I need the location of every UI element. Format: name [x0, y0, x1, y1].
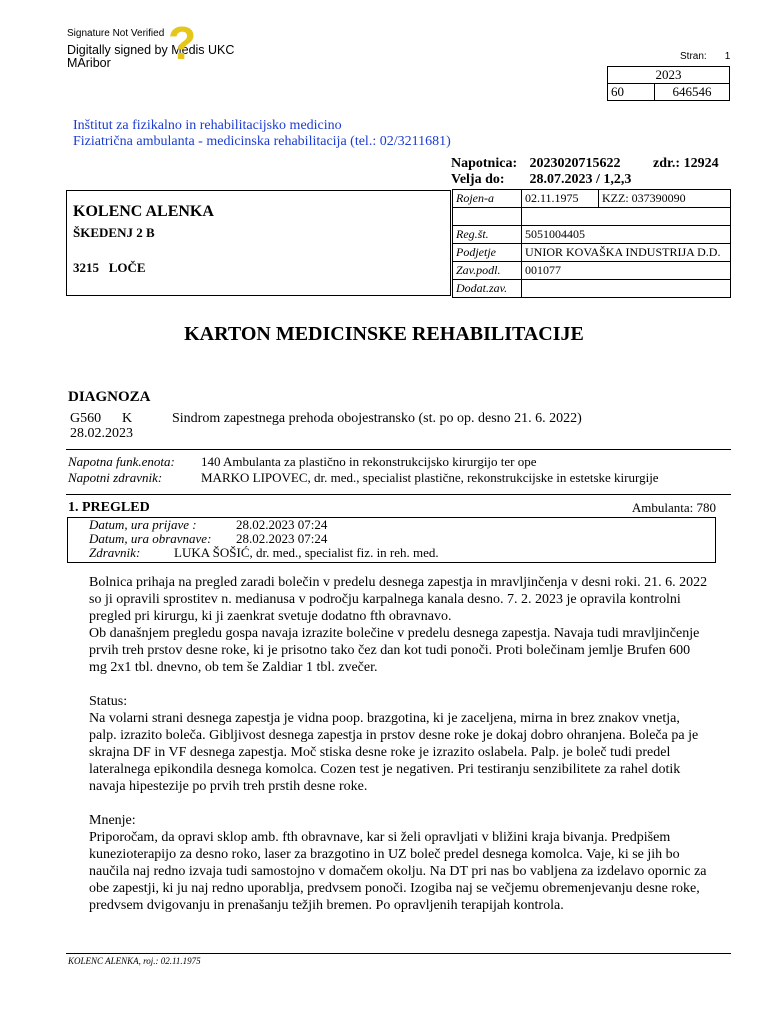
page-number	[680, 51, 730, 62]
patient-info-table	[452, 189, 731, 298]
divider	[66, 449, 731, 450]
page-label: Stran:	[680, 51, 707, 62]
exam-narrative	[89, 574, 709, 914]
ref-code-1: 60	[608, 84, 655, 101]
patient-street: ŠKEDENJ 2 B	[73, 225, 155, 240]
diagnosis-row	[70, 411, 582, 441]
signature-status: Signature Not Verified	[67, 28, 165, 39]
institute-header	[73, 118, 451, 150]
diagnosis-date: 28.02.2023	[70, 426, 133, 441]
diagnosis-heading: DIAGNOZA	[68, 389, 151, 405]
napotnica-label: Napotnica:	[451, 156, 518, 171]
diagnosis-code: G560	[70, 411, 102, 426]
narrative-history: Bolnica prihaja na pregled zaradi bolečin v predelu desnega zapestja in mravljinčenja v desni roki. 21. 6. 2022 so ji opravili sprostitev n. medianusa v področju karpalnega kanala desno. 7. 2. 2023 je opravila kontrolni pregled pri kirurgu, ki ji zaenkrat svetuje dodatno fth obravnavo.	[89, 575, 708, 624]
prijave-label: Datum, ura prijave :	[89, 517, 197, 532]
status-label: Status:	[89, 694, 128, 709]
napotnica-value: 2023020715622	[529, 156, 621, 171]
kzz-value: KZZ: 037390090	[599, 190, 731, 208]
diagnosis-text: Sindrom zapestnega prehoda obojestransko (st. po op. desno 21. 6. 2022)	[172, 411, 582, 426]
referral-block	[451, 156, 719, 188]
reference-box	[607, 66, 730, 101]
institute-name: Inštitut za fizikalno in rehabilitacijsko medicino	[73, 118, 342, 133]
ref-year: 2023	[608, 67, 730, 84]
referring-doctor-value: MARKO LIPOVEC, dr. med., specialist plastične, rekonstrukcijske in estetske kirurgije	[201, 470, 659, 485]
question-mark-icon: ?	[168, 17, 197, 69]
zdr-label: zdr.:	[653, 156, 681, 171]
divider	[66, 494, 731, 495]
zdravnik-value: LUKA ŠOŠIĆ, dr. med., specialist fiz. in reh. med.	[174, 545, 439, 560]
podjetje-label: Podjetje	[453, 244, 522, 262]
patient-name: KOLENC ALENKA	[73, 203, 214, 220]
mnenje-label: Mnenje:	[89, 813, 136, 828]
exam-ambulanta: Ambulanta: 780	[631, 500, 716, 515]
prijave-value: 28.02.2023 07:24	[236, 517, 328, 532]
dodat-label: Dodat.zav.	[453, 280, 522, 298]
zavpodl-value: 001077	[522, 262, 731, 280]
obravnave-label: Datum, ura obravnave:	[89, 531, 212, 546]
footer-divider	[66, 953, 731, 954]
signature-line-2: MAribor	[67, 56, 111, 70]
referring-block	[68, 454, 659, 486]
zdr-value: 12924	[683, 156, 719, 171]
page-value: 1	[724, 51, 731, 62]
institute-department: Fiziatrična ambulanta - medicinska rehabilitacija (tel.: 02/3211681)	[73, 134, 451, 149]
zavpodl-label: Zav.podl.	[453, 262, 522, 280]
ref-code-2: 646546	[655, 84, 730, 101]
signature-line-1: Digitally signed by Medis UKC	[67, 43, 235, 57]
zdravnik-label: Zdravnik:	[89, 545, 141, 560]
referring-doctor-label: Napotni zdravnik:	[68, 470, 163, 485]
referring-unit-label: Napotna funk.enota:	[68, 454, 175, 469]
referring-unit-value: 140 Ambulanta za plastično in rekonstrukcijsko kirurgijo ter ope	[201, 454, 537, 469]
obravnave-value: 28.02.2023 07:24	[236, 531, 328, 546]
reg-label: Reg.št.	[453, 226, 522, 244]
patient-post	[73, 260, 146, 276]
patient-postcode: 3215	[73, 260, 99, 275]
exam-heading: 1. PREGLED	[68, 500, 150, 515]
rojen-label: Rojen-a	[453, 190, 522, 208]
narrative-current: Ob današnjem pregledu gospa navaja izrazite bolečine v predelu desnega zapestja. Navaja tudi mravljinčenje prvih treh prstov desne roke, ki je prisotno tako čez dan kot tudi ponoči. Proti bolečinam jemlje Brufen 600 mg 2x1 tbl. dnevno, ob tem še Zaldiar 1 tbl. zvečer.	[89, 626, 700, 675]
velja-label: Velja do:	[451, 172, 505, 187]
patient-city: LOČE	[108, 260, 146, 275]
narrative-opinion: Priporočam, da opravi sklop amb. fth obravnave, kar si želi opravljati v bližini kraja bivanja. Predpišem kunezioterapijo za desno roko, laser za brazgotino in UZ boleč predel desnega komolca. Vaje, ki se jih bo naučila naj redno izvaja tudi samostojno v domačem okolju. Na DT pri nas bo vabljena za izdelavo opornic za obe zapestji, ki ju naj redno uporablja, predvsem ponoči. Izogiba naj se večjemu obremenjevanju desne roke, predvsem dvigovanju in prenašanju težjih bremen. Po opravljenih terapijah kontrola.	[89, 830, 707, 913]
signature-block	[67, 44, 234, 70]
reg-value: 5051004405	[522, 226, 731, 244]
footer-patient: KOLENC ALENKA, roj.: 02.11.1975	[68, 956, 201, 966]
diagnosis-flag: K	[122, 411, 133, 426]
velja-value: 28.07.2023 / 1,2,3	[529, 172, 632, 187]
document-title: KARTON MEDICINSKE REHABILITACIJE	[184, 323, 584, 345]
podjetje-value: UNIOR KOVAŠKA INDUSTRIJA D.D.	[522, 244, 731, 262]
narrative-status: Na volarni strani desnega zapestja je vidna poop. brazgotina, ki je zaceljena, mirna in brez znakov vnetja, palp. izrazito boleča. Gibljivost desnega zapestja in prstov desne roke je dokaj dobro ohranjena. Boleča pa je skrajna DF in VF desnega zapestja. Moč stiska desne roke je izrazito oslabela. Palp. je boleč tudi predel lateralnega epikondila desnega komolca. Cozen test je negativen. Pri testiranju senzibilitete za rahel dotik navaja hipestezije po prvih treh prstih desne roke.	[89, 711, 699, 794]
exam-info	[89, 518, 439, 560]
rojen-value: 02.11.1975	[522, 190, 599, 208]
